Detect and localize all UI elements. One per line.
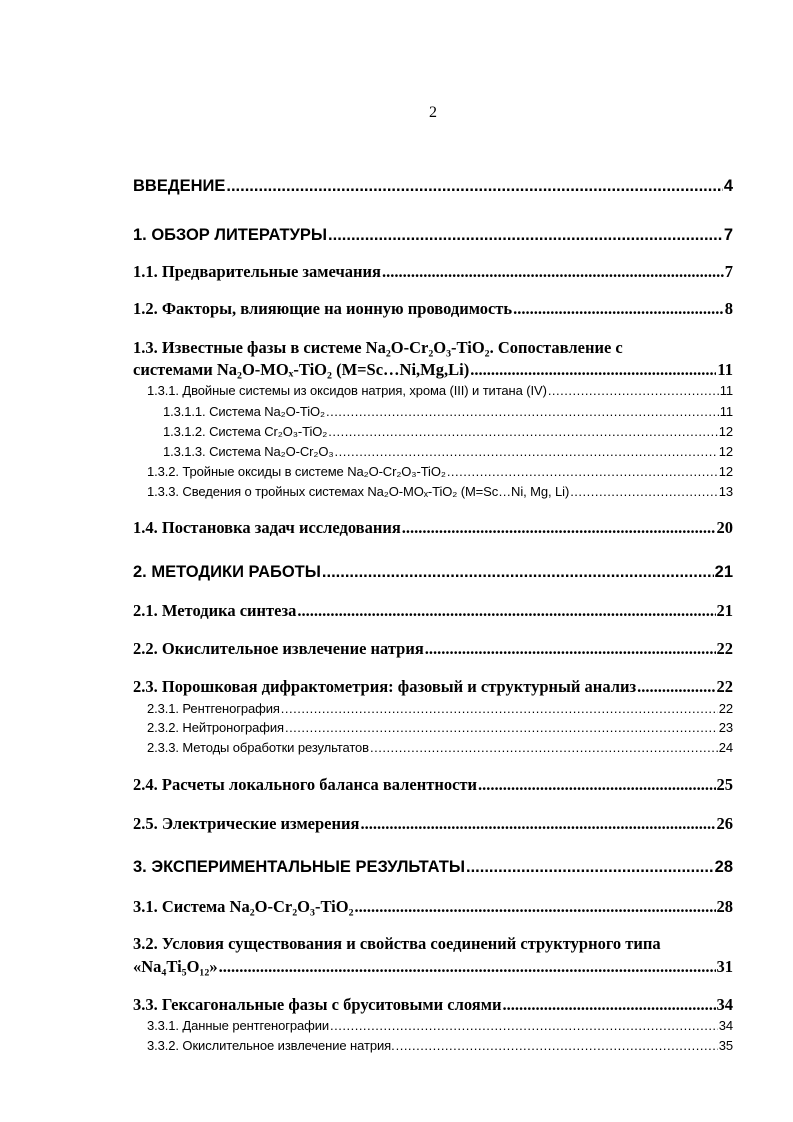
toc-entry-chapter-2[interactable] <box>133 563 733 582</box>
toc-leader-dots <box>326 404 719 419</box>
toc-entry-title: 1.3.1. Двойные системы из оксидов натрия, хрома (III) и титана (IV) <box>147 383 547 398</box>
toc-entry-title: системами Na₂O-MOₓ-TiO₂ (M=Sc…Ni,Mg,Li) <box>133 360 470 379</box>
toc-entry-3-3-2[interactable] <box>147 1038 733 1053</box>
toc-entry-2-3-2[interactable] <box>147 720 733 735</box>
toc-entry-title: 2.2. Окислительное извлечение натрия <box>133 639 424 658</box>
toc-entry-1-3-1-3[interactable] <box>163 444 733 459</box>
toc-entry-1-3-line1[interactable]: 1.3. Известные фазы в системе Na₂O-Cr₂O₃-TiO₂. Сопоставление с <box>133 338 623 357</box>
toc-page-number: 25 <box>716 775 733 794</box>
toc-leader-dots <box>360 814 715 834</box>
toc-entry-title: 2.3.1. Рентгенография <box>147 701 280 716</box>
toc-page-number: 28 <box>714 858 733 876</box>
toc-entry-1-3-3[interactable] <box>147 484 733 499</box>
page-number: 2 <box>429 104 437 121</box>
toc-page-number: 12 <box>718 444 733 459</box>
toc-leader-dots <box>370 740 718 755</box>
toc-leader-dots <box>570 484 718 499</box>
toc-entry-title: 2.1. Методика синтеза <box>133 601 297 620</box>
toc-leader-dots <box>330 1018 718 1033</box>
toc-entry-title: 1.3.1.3. Система Na₂O-Cr₂O₃ <box>163 444 334 459</box>
toc-page-number: 24 <box>718 740 733 755</box>
toc-entry-1-3-2[interactable] <box>147 464 733 479</box>
toc-page-number: 34 <box>718 1018 733 1033</box>
toc-page-number: 11 <box>717 360 733 379</box>
toc-leader-dots <box>226 177 722 196</box>
toc-entry-2-2[interactable] <box>133 639 733 659</box>
toc-entry-title: 1.4. Постановка задач исследования <box>133 518 401 537</box>
toc-leader-dots <box>478 775 715 795</box>
toc-page-number: 21 <box>716 601 733 620</box>
toc-entry-title: 3.3.2. Окислительное извлечение натрия. <box>147 1038 395 1053</box>
toc-entry-1-4[interactable] <box>133 518 733 538</box>
toc-entry-title: 3.1. Система Na₂O-Cr₂O₃-TiO₂ <box>133 897 354 916</box>
toc-leader-dots <box>502 995 715 1015</box>
toc-leader-dots <box>402 518 716 538</box>
toc-leader-dots <box>328 226 723 245</box>
toc-entry-title: 2.3. Порошковая дифрактометрия: фазовый и структурный анализ <box>133 677 637 696</box>
toc-leader-dots <box>328 424 717 439</box>
toc-entry-2-3-1[interactable] <box>147 701 733 716</box>
toc-page-number: 11 <box>719 404 733 419</box>
toc-entry-2-5[interactable] <box>133 814 733 834</box>
toc-entry-3-1[interactable] <box>133 897 733 917</box>
toc-entry-title: 1.3.1.1. Система Na₂O-TiO₂ <box>163 404 325 419</box>
toc-leader-dots <box>297 601 715 621</box>
toc-leader-dots <box>355 897 716 917</box>
toc-page-number: 4 <box>723 177 733 195</box>
toc-entry-title: 1.2. Факторы, влияющие на ионную проводимость <box>133 299 513 318</box>
toc-leader-dots <box>425 639 716 659</box>
toc-leader-dots <box>396 1038 718 1053</box>
toc-leader-dots <box>281 701 718 716</box>
toc-entry-title: 2.3.3. Методы обработки результатов <box>147 740 369 755</box>
toc-page-number: 20 <box>716 518 733 537</box>
toc-entry-title: 2.3.2. Нейтронография <box>147 720 284 735</box>
toc-page-number: 11 <box>719 383 733 398</box>
toc-entry-3-3[interactable] <box>133 995 733 1015</box>
toc-entry-1-3-1[interactable] <box>147 383 733 398</box>
toc-leader-dots <box>322 563 714 582</box>
toc-entry-3-3-1[interactable] <box>147 1018 733 1033</box>
toc-entry-2-4[interactable] <box>133 775 733 795</box>
toc-page-number: 31 <box>716 957 733 976</box>
toc-page-number: 7 <box>724 262 733 281</box>
toc-page-number: 12 <box>718 464 733 479</box>
toc-page-number: 26 <box>716 814 733 833</box>
toc-entry-chapter-1[interactable] <box>133 226 733 245</box>
toc-entry-title: 2.5. Электрические измерения <box>133 814 360 833</box>
toc-entry-2-1[interactable] <box>133 601 733 621</box>
toc-entry-title: 3. ЭКСПЕРИМЕНТАЛЬНЫЕ РЕЗУЛЬТАТЫ <box>133 858 465 876</box>
toc-leader-dots <box>382 262 724 282</box>
toc-entry-3-2[interactable] <box>133 957 733 977</box>
toc-leader-dots <box>285 720 718 735</box>
toc-entry-chapter-3[interactable] <box>133 858 733 877</box>
toc-page-number: 23 <box>718 720 733 735</box>
toc-entry-title: 1.3.1.2. Система Cr₂O₃-TiO₂ <box>163 424 328 439</box>
toc-entry-title: ВВЕДЕНИЕ <box>133 177 226 195</box>
toc-page-number: 35 <box>718 1038 733 1053</box>
toc-entry-title: 1.1. Предварительные замечания <box>133 262 381 281</box>
toc-entry-title: 3.3.1. Данные рентгенографии <box>147 1018 330 1033</box>
toc-entry-title: 1.3.3. Сведения о тройных системах Na₂O-MOₓ-TiO₂ (M=Sc…Ni, Mg, Li) <box>147 484 570 499</box>
toc-leader-dots <box>637 677 715 697</box>
toc-leader-dots <box>447 464 718 479</box>
toc-page-number: 21 <box>714 563 733 581</box>
toc-leader-dots <box>513 299 724 319</box>
toc-entry-2-3[interactable] <box>133 677 733 697</box>
toc-leader-dots <box>470 360 716 380</box>
toc-leader-dots <box>548 383 719 398</box>
toc-page-number: 12 <box>718 424 733 439</box>
toc-entry-title: 2.4. Расчеты локального баланса валентности <box>133 775 478 794</box>
toc-entry-2-3-3[interactable] <box>147 740 733 755</box>
toc-leader-dots <box>335 444 718 459</box>
toc-entry-title: «Na₄Ti₅O₁₂» <box>133 957 218 976</box>
toc-leader-dots <box>219 957 716 977</box>
toc-entry-1-3[interactable] <box>133 360 733 380</box>
toc-page-number: 8 <box>724 299 733 318</box>
toc-entry-title: 3.3. Гексагональные фазы с бруситовыми слоями <box>133 995 502 1014</box>
toc-entry-1-3-1-2[interactable] <box>163 424 733 439</box>
toc-page-number: 34 <box>716 995 733 1014</box>
toc-page-number: 22 <box>718 701 733 716</box>
toc-page-number: 13 <box>718 484 733 499</box>
toc-entry-title: 1.3.2. Тройные оксиды в системе Na₂O-Cr₂O₃-TiO₂ <box>147 464 446 479</box>
toc-entry-1-2[interactable] <box>133 299 733 319</box>
toc-leader-dots <box>466 858 714 877</box>
toc-entry-title: 2. МЕТОДИКИ РАБОТЫ <box>133 563 321 581</box>
toc-page-number: 22 <box>716 677 733 696</box>
toc-entry-3-2-line1[interactable]: 3.2. Условия существования и свойства соединений структурного типа <box>133 934 661 953</box>
toc-entry-title: 1. ОБЗОР ЛИТЕРАТУРЫ <box>133 226 328 244</box>
toc-entry-intro[interactable] <box>133 177 733 196</box>
toc-page-number: 28 <box>716 897 733 916</box>
toc-entry-1-1[interactable] <box>133 262 733 282</box>
toc-page-number: 7 <box>723 226 733 244</box>
toc-page-number: 22 <box>716 639 733 658</box>
toc-entry-1-3-1-1[interactable] <box>163 404 733 419</box>
